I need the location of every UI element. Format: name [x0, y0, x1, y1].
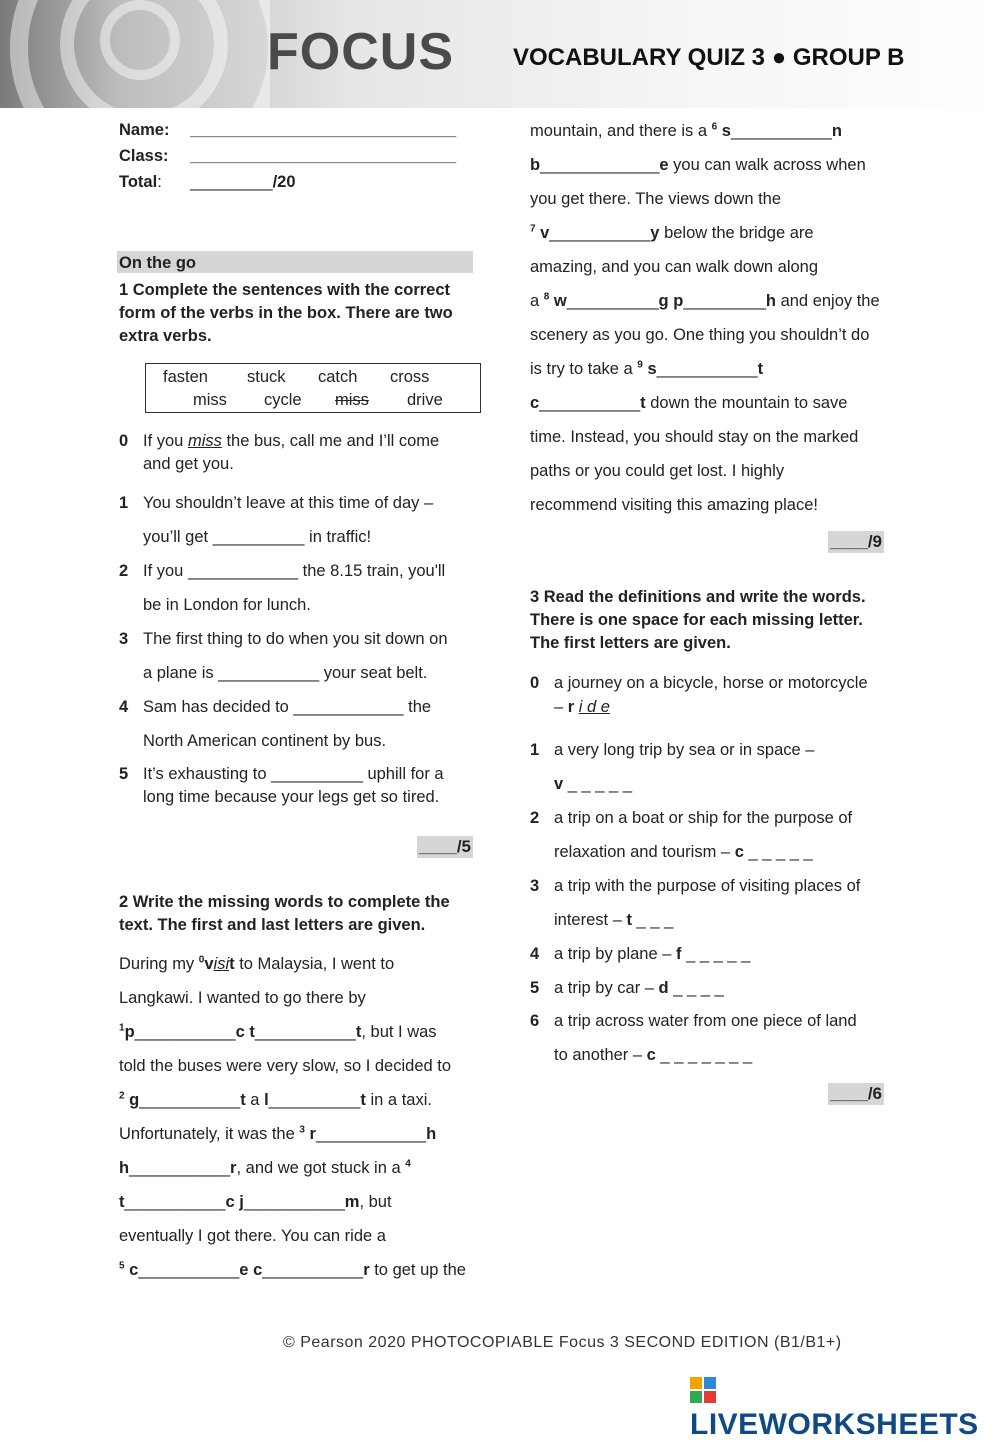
item-text: a trip with the purpose of visiting places of: [554, 877, 861, 895]
item-number: 1: [530, 741, 540, 759]
ex1-instr-line: extra verbs.: [119, 327, 212, 345]
focus-logo: FOCUS: [267, 23, 454, 81]
total-blank[interactable]: _________: [190, 173, 273, 191]
total-label-row: [119, 169, 162, 195]
liveworksheets-icon: [690, 1377, 716, 1403]
item-text[interactable]: v _ _ _ _ _: [554, 775, 632, 793]
ex2-line[interactable]: h___________r, and we got stuck in a $^4$: [119, 1158, 411, 1177]
ex2-text-left: [119, 947, 479, 1287]
ex1-score[interactable]: ____/5: [419, 837, 471, 856]
item-text: a trip across water from one piece of land: [554, 1012, 857, 1030]
ex2-line[interactable]: $^5$ c___________e c___________r to get up the: [119, 1260, 466, 1279]
ex2-line[interactable]: b_____________e you can walk across when: [530, 156, 866, 174]
ex2-instr-line: 2 Write the missing words to complete the: [119, 893, 450, 911]
total-label: Total: [119, 173, 158, 191]
liveworksheets-text: LIVEWORKSHEETS: [690, 1408, 979, 1441]
ex2-line: time. Instead, you should stay on the marked: [530, 428, 859, 446]
ex3-instr-line: 3 Read the definitions and write the words.: [530, 588, 866, 606]
ex3-instr-line: There is one space for each missing letter.: [530, 611, 863, 629]
item-number: 3: [119, 630, 129, 648]
ex3-instructions: [530, 586, 866, 655]
item-text[interactable]: interest – t _ _ _: [554, 911, 674, 929]
item-text: North American continent by bus.: [143, 732, 387, 750]
ex2-line[interactable]: a $^8$ w__________g p_________h and enjoy the: [530, 291, 880, 310]
item-text: The first thing to do when you sit down on: [143, 630, 448, 648]
item-text[interactable]: a plane is ___________ your seat belt.: [143, 664, 428, 682]
item-text: a very long trip by sea or in space –: [554, 741, 815, 759]
total-colon: :: [157, 173, 162, 191]
ex2-line: told the buses were very slow, so I decided to: [119, 1057, 452, 1075]
item-text[interactable]: Sam has decided to ____________ the: [143, 698, 432, 716]
ex2-line[interactable]: Unfortunately, it was the $^3$ r____________h: [119, 1124, 437, 1143]
item-number: 0: [530, 674, 540, 692]
name-field[interactable]: _____________________________: [190, 121, 457, 139]
item-text[interactable]: you’ll get __________ in traffic!: [143, 528, 372, 546]
ex1-instr-line: 1 Complete the sentences with the correct: [119, 281, 451, 299]
word-miss-struck: miss: [335, 391, 369, 409]
ex3-score[interactable]: ____/6: [830, 1084, 882, 1103]
item-text: a trip on a boat or ship for the purpose of: [554, 809, 853, 827]
total-field[interactable]: [190, 169, 296, 195]
item-number: 4: [119, 698, 129, 716]
item-number: 6: [530, 1012, 540, 1030]
item-number: 2: [530, 809, 540, 827]
item-text: be in London for lunch.: [143, 596, 311, 614]
word-cross: cross: [390, 368, 430, 386]
word-fasten: fasten: [163, 368, 208, 386]
ex2-line: paths or you could get lost. I highly: [530, 462, 785, 480]
item-text[interactable]: a trip by plane – f _ _ _ _ _: [554, 945, 751, 963]
ex2-line: you get there. The views down the: [530, 190, 782, 208]
item-text[interactable]: to another – c _ _ _ _ _ _ _: [554, 1046, 753, 1064]
header-banner: [0, 0, 1000, 108]
ex2-line: amazing, and you can walk down along: [530, 258, 819, 276]
word-stuck: stuck: [247, 368, 286, 386]
class-field[interactable]: _____________________________: [190, 147, 457, 165]
quiz-title: VOCABULARY QUIZ 3 ● GROUP B: [513, 44, 905, 71]
item-number: 0: [119, 432, 129, 450]
ex1-instr-line: form of the verbs in the box. There are two: [119, 304, 453, 322]
item-number: 5: [119, 765, 129, 783]
ex2-line[interactable]: $^7$ v___________y below the bridge are: [530, 223, 814, 242]
word-miss: miss: [193, 391, 227, 409]
example-answer: isi: [213, 955, 230, 973]
item-number: 1: [119, 494, 129, 512]
ex2-text-right: [530, 114, 890, 522]
ex1-instructions: [119, 279, 453, 348]
word-box: [145, 363, 481, 413]
item-text: a journey on a bicycle, horse or motorcycle: [554, 674, 868, 692]
word-cycle: cycle: [264, 391, 302, 409]
ex2-line: recommend visiting this amazing place!: [530, 496, 818, 514]
item-text[interactable]: If you ____________ the 8.15 train, you'll: [143, 562, 446, 580]
item-text: – r i d e: [554, 698, 610, 716]
word-drive: drive: [407, 391, 443, 409]
word-catch: catch: [318, 368, 358, 386]
item-text: If you miss the bus, call me and I’ll come: [143, 432, 440, 450]
item-text: long time because your legs get so tired.: [143, 788, 440, 806]
item-number: 2: [119, 562, 129, 580]
ex2-instr-line: text. The first and last letters are given.: [119, 916, 426, 934]
ex2-line: eventually I got there. You can ride a: [119, 1227, 386, 1245]
ex2-line[interactable]: c___________t down the mountain to save: [530, 394, 848, 412]
section-title: On the go: [119, 254, 196, 272]
total-max: /20: [272, 173, 296, 191]
item-text[interactable]: It’s exhausting to __________ uphill for a: [143, 765, 444, 783]
item-text: You shouldn’t leave at this time of day –: [143, 494, 434, 512]
ex2-line: scenery as you go. One thing you shouldn’t do: [530, 326, 870, 344]
item-number: 3: [530, 877, 540, 895]
decorative-rings: [0, 0, 270, 108]
item-number: 5: [530, 979, 540, 997]
ex2-line[interactable]: is try to take a $^9$ s___________t: [530, 359, 764, 378]
item-text[interactable]: relaxation and tourism – c _ _ _ _ _: [554, 843, 813, 861]
class-label: Class:: [119, 147, 169, 165]
item-text[interactable]: a trip by car – d _ _ _ _: [554, 979, 724, 997]
example-answer: miss: [187, 432, 222, 450]
copyright-footer: © Pearson 2020 PHOTOCOPIABLE Focus 3 SECOND EDITION (B1/B1+): [283, 1334, 842, 1351]
item-number: 4: [530, 945, 540, 963]
ex2-line: Langkawi. I wanted to go there by: [119, 989, 366, 1007]
liveworksheets-logo: [690, 1374, 1000, 1442]
ex2-instructions: [119, 891, 450, 937]
example-answer: i d e: [578, 698, 610, 716]
name-label: Name:: [119, 121, 170, 139]
ex2-line[interactable]: $^1$p___________c t___________t, but I was: [119, 1022, 437, 1041]
ex2-line: During my $^0$visit to Malaysia, I went to: [119, 954, 395, 973]
item-text: and get you.: [143, 455, 234, 473]
ex2-line[interactable]: t___________c j___________m, but: [119, 1193, 392, 1211]
ex2-score[interactable]: ____/9: [830, 532, 882, 551]
ex2-line[interactable]: mountain, and there is a $^6$ s___________n: [530, 121, 843, 140]
ex2-line[interactable]: $^2$ g___________t a l__________t in a taxi.: [119, 1090, 432, 1109]
ex3-instr-line: The first letters are given.: [530, 634, 731, 652]
